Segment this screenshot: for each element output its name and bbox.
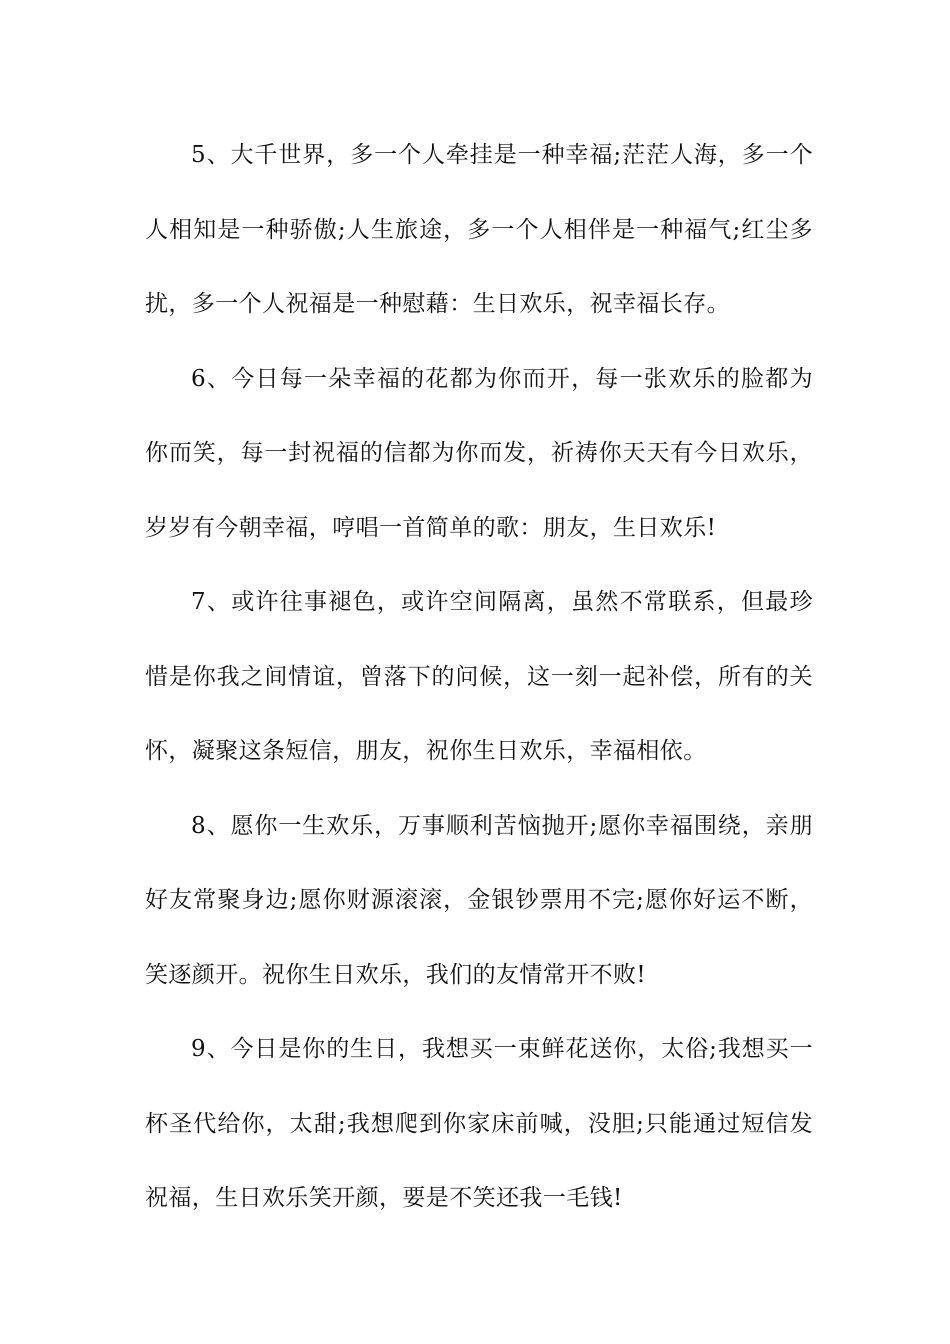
paragraph-7: 7、或许往事褪色，或许空间隔离，虽然不常联系，但最珍惜是你我之间情谊，曾落下的问候，这一刻一起补偿，所有的关怀，凝聚这条短信，朋友，祝你生日欢乐，幸福相依。 bbox=[145, 589, 813, 764]
document-body bbox=[145, 118, 813, 1236]
paragraph-5: 5、大千世界，多一个人牵挂是一种幸福;茫茫人海，多一个人相知是一种骄傲;人生旅途，多一个人相伴是一种福气;红尘多扰，多一个人祝福是一种慰藉：生日欢乐，祝幸福长存。 bbox=[145, 142, 813, 317]
paragraph-8: 8、愿你一生欢乐，万事顺利苦恼抛开;愿你幸福围绕，亲朋好友常聚身边;愿你财源滚滚，金银钞票用不完;愿你好运不断，笑逐颜开。祝你生日欢乐，我们的友情常开不败! bbox=[145, 812, 813, 988]
paragraph-9: 9、今日是你的生日，我想买一束鲜花送你，太俗;我想买一杯圣代给你，太甜;我想爬到你家床前喊，没胆;只能通过短信发祝福，生日欢乐笑开颜，要是不笑还我一毛钱! bbox=[145, 1036, 813, 1211]
paragraph-6: 6、今日每一朵幸福的花都为你而开，每一张欢乐的脸都为你而笑，每一封祝福的信都为你而发，祈祷你天天有今日欢乐，岁岁有今朝幸福，哼唱一首简单的歌：朋友，生日欢乐! bbox=[145, 365, 813, 541]
